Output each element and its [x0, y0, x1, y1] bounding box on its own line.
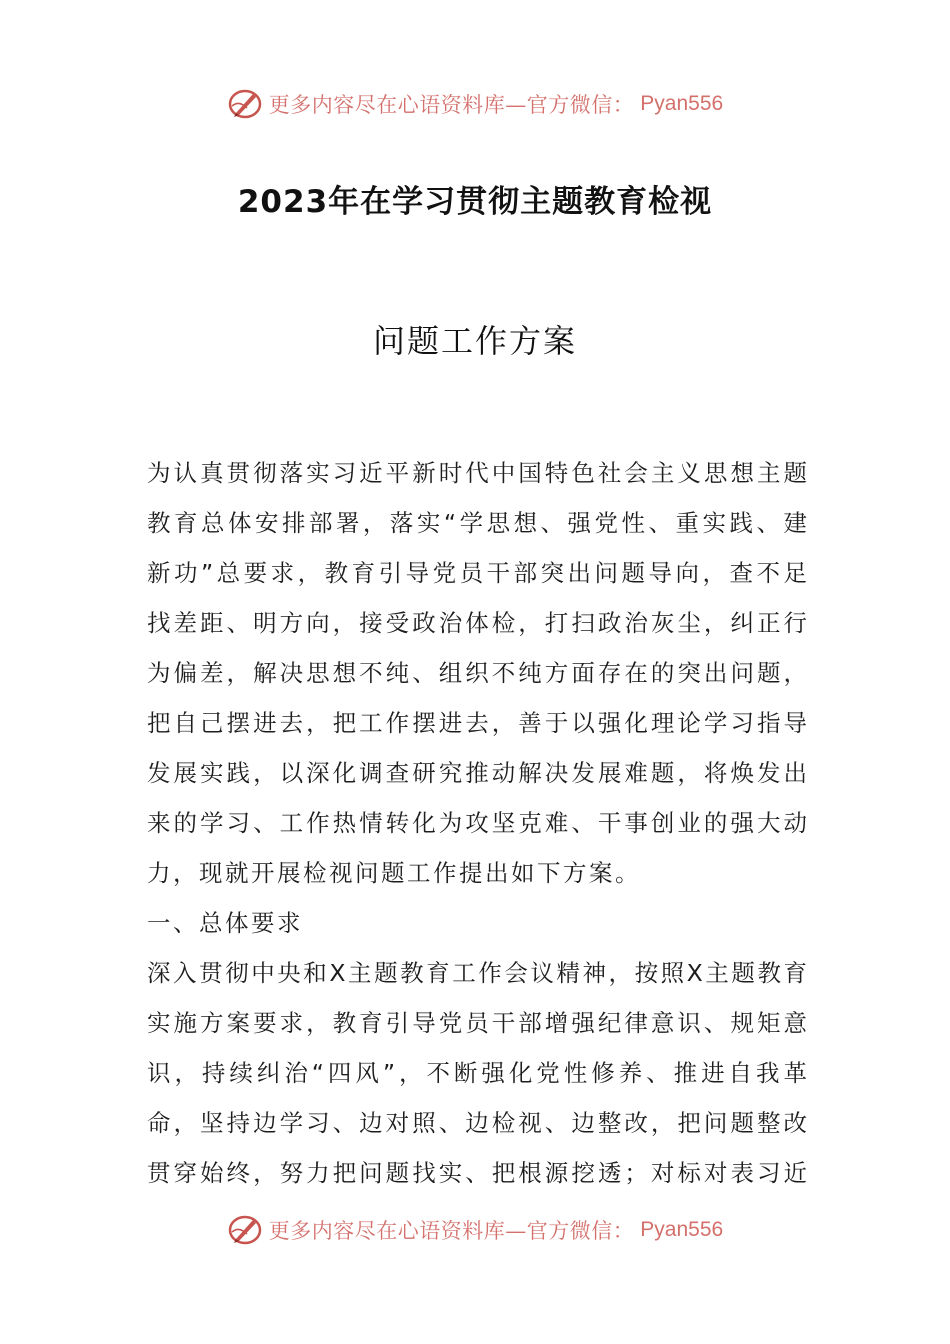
wechat-id: Pyan556	[640, 92, 724, 115]
pen-logo-icon	[227, 86, 263, 122]
paragraph-line: 识，持续纠治“四风”，不断强化党性修养、推进自我革	[147, 1059, 807, 1087]
paragraph-line: 找差距、明方向，接受政治体检，打扫政治灰尘，纠正行	[147, 609, 807, 637]
document-title-line2: 问题工作方案	[372, 322, 577, 360]
document-title-line1: 2023年在学习贯彻主题教育检视	[237, 184, 713, 220]
section-heading: 一、总体要求	[147, 909, 303, 937]
watermark-text: 更多内容尽在心语资料库—官方微信：	[268, 1219, 635, 1243]
watermark-text: 更多内容尽在心语资料库—官方微信：	[268, 93, 635, 117]
paragraph-line: 新功”总要求，教育引导党员干部突出问题导向，查不足	[147, 559, 807, 587]
wechat-id: Pyan556	[640, 1218, 724, 1241]
paragraph-line: 为偏差，解决思想不纯、组织不纯方面存在的突出问题，	[147, 659, 807, 687]
paragraph-line: 把自己摆进去，把工作摆进去，善于以强化理论学习指导	[147, 709, 807, 737]
paragraph-line: 教育总体安排部署，落实“学思想、强党性、重实践、建	[147, 509, 807, 537]
paragraph-line: 力，现就开展检视问题工作提出如下方案。	[147, 859, 641, 887]
paragraph-line: 贯穿始终，努力把问题找实、把根源挖透；对标对表习近	[147, 1159, 807, 1187]
paragraph-line: 为认真贯彻落实习近平新时代中国特色社会主义思想主题	[147, 459, 807, 487]
pen-logo-icon	[227, 1212, 263, 1248]
paragraph-line: 发展实践，以深化调查研究推动解决发展难题，将焕发出	[147, 759, 807, 787]
watermark-banner-bottom	[0, 1208, 950, 1252]
paragraph-line: 实施方案要求，教育引导党员干部增强纪律意识、规矩意	[147, 1009, 807, 1037]
paragraph-line: 命，坚持边学习、边对照、边检视、边整改，把问题整改	[147, 1109, 807, 1137]
paragraph-line: 深入贯彻中央和X主题教育工作会议精神，按照X主题教育	[147, 959, 807, 987]
paragraph-line: 来的学习、工作热情转化为攻坚克难、干事创业的强大动	[147, 809, 807, 837]
watermark-banner-top	[0, 82, 950, 126]
document-body	[147, 448, 807, 1198]
